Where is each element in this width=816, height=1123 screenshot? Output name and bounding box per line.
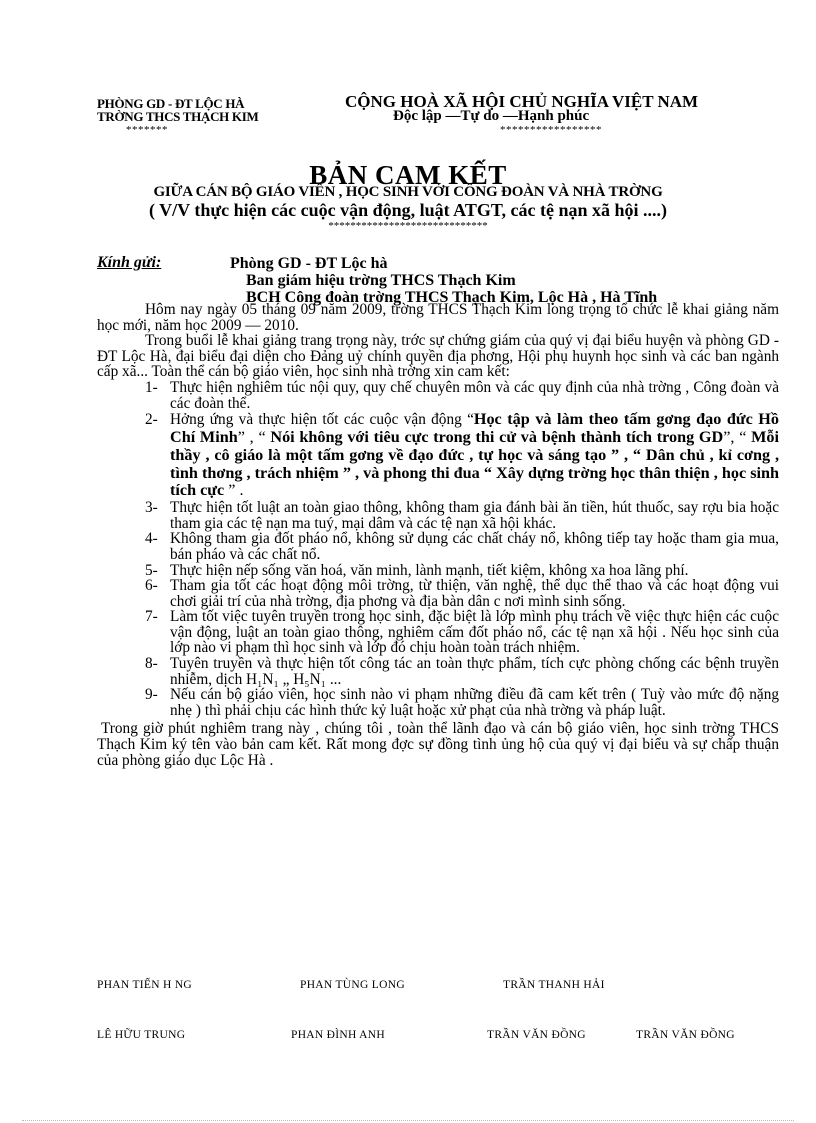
- signature-name: TRẦN VĂN ĐỒNG: [636, 1029, 735, 1041]
- signature-name: PHAN ĐÌNH ANH: [291, 1029, 385, 1041]
- signature-name: LÊ HỮU TRUNG: [97, 1029, 186, 1041]
- list-item: 4- Không tham gia đốt pháo nổ, không sử dụng các chất cháy nổ, không tiếp tay hoặc tham gia mua, bán pháo và các chất nổ.: [145, 530, 779, 563]
- list-item: 9- Nếu cán bộ giáo viên, học sinh nào vi phạm những điều đã cam kết trên ( Tuỳ vào mức độ nặng nhẹ ) thì phải chịu các hình thức kỷ luật hoặc xử phạt của nhà trờng và pháp luật.: [145, 686, 779, 719]
- page-bottom-rule: [22, 1120, 794, 1121]
- intro-paragraph: Hôm nay ngày 05 tháng 09 năm 2009, trờng THCS Thạch Kim long trọng tổ chức lễ khai giảng năm học mới, năm học 2009 — 2010.: [97, 301, 779, 334]
- list-item: 2- Hởng ứng và thực hiện tốt các cuộc vận động “Học tập và làm theo tấm gơng đạo đức Hồ Chí Minh” , “ Nói không với tiêu cực trong thi cử và bệnh thành tích trong GD”, “ Mỗi thầy , cô giáo là một tấm gơng về đạo đức , tự học và sáng tạo ” , “ Dân chủ , kỉ cơng , tình thơng , trách nhiệm ” , và phong thi đua “ Xây dựng trờng học thân thiện , học sinh tích cực ” .: [145, 410, 780, 500]
- recipient-3: BCH Công đoàn trờng THCS Thạch Kim, Lộc Hà , Hà Tĩnh: [246, 289, 658, 306]
- list-item: 8- Tuyên truyền và thực hiện tốt công tác an toàn thực phẩm, tích cực phòng chống các bệnh truyền nhiễm, dịch H₁N₁ „ H₅N₁ ...: [145, 655, 779, 688]
- list-item: 3- Thực hiện tốt luật an toàn giao thông, không tham gia đánh bài ăn tiền, hút thuốc, say rợu bia hoặc tham gia các tệ nạn ma tuý, mại dâm và các tệ nạn xã hội khác.: [145, 499, 779, 532]
- school-name: TRỜNG THCS THẠCH KIM: [97, 109, 259, 124]
- context-paragraph: Trong buổi lễ khai giảng trang trọng này, trớc sự chứng giám của quý vị đại biểu huyện và phòng GD - ĐT Lộc Hà, đại biểu đại diện cho Đảng uỷ chính quyền địa phơng, Hội phụ huynh học sinh và các ban ngành cấp xã... Toàn thể cán bộ giáo viên, học sinh nhà trờng xin cam kết:: [97, 332, 779, 381]
- document-subject: ( V/V thực hiện các cuộc vận động, luật ATGT, các tệ nạn xã hội ....): [149, 200, 667, 220]
- recipient-2: Ban giám hiệu trờng THCS Thạch Kim: [246, 272, 516, 289]
- national-title: CỘNG HOÀ XÃ HỘI CHỦ NGHĨA VIỆT NAM: [345, 92, 699, 111]
- signature-name: PHAN TIẾN H NG: [97, 979, 193, 991]
- title-stars: *****************************: [328, 220, 488, 232]
- list-item: 1- Thực hiện nghiêm túc nội quy, quy chế chuyên môn và các quy định của nhà trờng , Công đoàn và các đoàn thể.: [145, 378, 779, 412]
- list-item: 6- Tham gia tốt các hoạt động môi trờng, từ thiện, văn nghệ, thể dục thể thao và các hoạt động vui chơi giải trí của nhà trờng, địa phơng và địa bàn dân c nơi mình sinh sống.: [145, 577, 779, 610]
- list-item: 5- Thực hiện nếp sống văn hoá, văn minh, lành mạnh, tiết kiệm, không xa hoa lãng phí.: [145, 561, 689, 579]
- list-item: 7- Làm tốt việc tuyên truyền trong học sinh, đặc biệt là lớp mình phụ trách về việc thực hiện các cuộc vận động, luật an toàn giao thông, nghiêm cấm đốt pháo nổ, các tệ nạn xã hội . Nếu học sinh của lớp nào vi phạm thì học sinh và lớp đó chịu hoàn toàn trách nhiệm.: [145, 608, 779, 657]
- signature-name: TRẦN VĂN ĐỒNG: [487, 1029, 586, 1041]
- recipient-1: Phòng GD - ĐT Lộc hà: [230, 255, 388, 272]
- signature-name: PHAN TÙNG LONG: [300, 979, 405, 991]
- left-header-stars: *******: [126, 124, 168, 136]
- document-title: BẢN CAM KẾT: [309, 160, 507, 190]
- recipients-label: Kính gửi:: [97, 254, 162, 271]
- commitment-list: [97, 380, 779, 718]
- signature-name: TRẦN THANH HẢI: [503, 979, 605, 991]
- document-body: [97, 302, 779, 768]
- closing-paragraph: Trong giờ phút nghiêm trang này , chúng tôi , toàn thể lãnh đạo và cán bộ giáo viên, học sinh trờng THCS Thạch Kim ký tên vào bản cam kết. Rất mong đợc sự đồng tình ủng hộ của quý vị đại biểu và sự chấp thuận của phòng giáo dục Lộc Hà .: [97, 720, 779, 769]
- right-header-stars: *****************: [500, 124, 602, 136]
- document-subtitle: GIỮA CÁN BỘ GIÁO VIÊN , HỌC SINH VỚI CÔNG ĐOÀN VÀ NHÀ TRỜNG: [153, 184, 663, 200]
- dept-name: PHÒNG GD - ĐT LỘC HÀ: [97, 96, 245, 111]
- national-motto: Độc lập —Tự do —Hạnh phúc: [393, 108, 590, 124]
